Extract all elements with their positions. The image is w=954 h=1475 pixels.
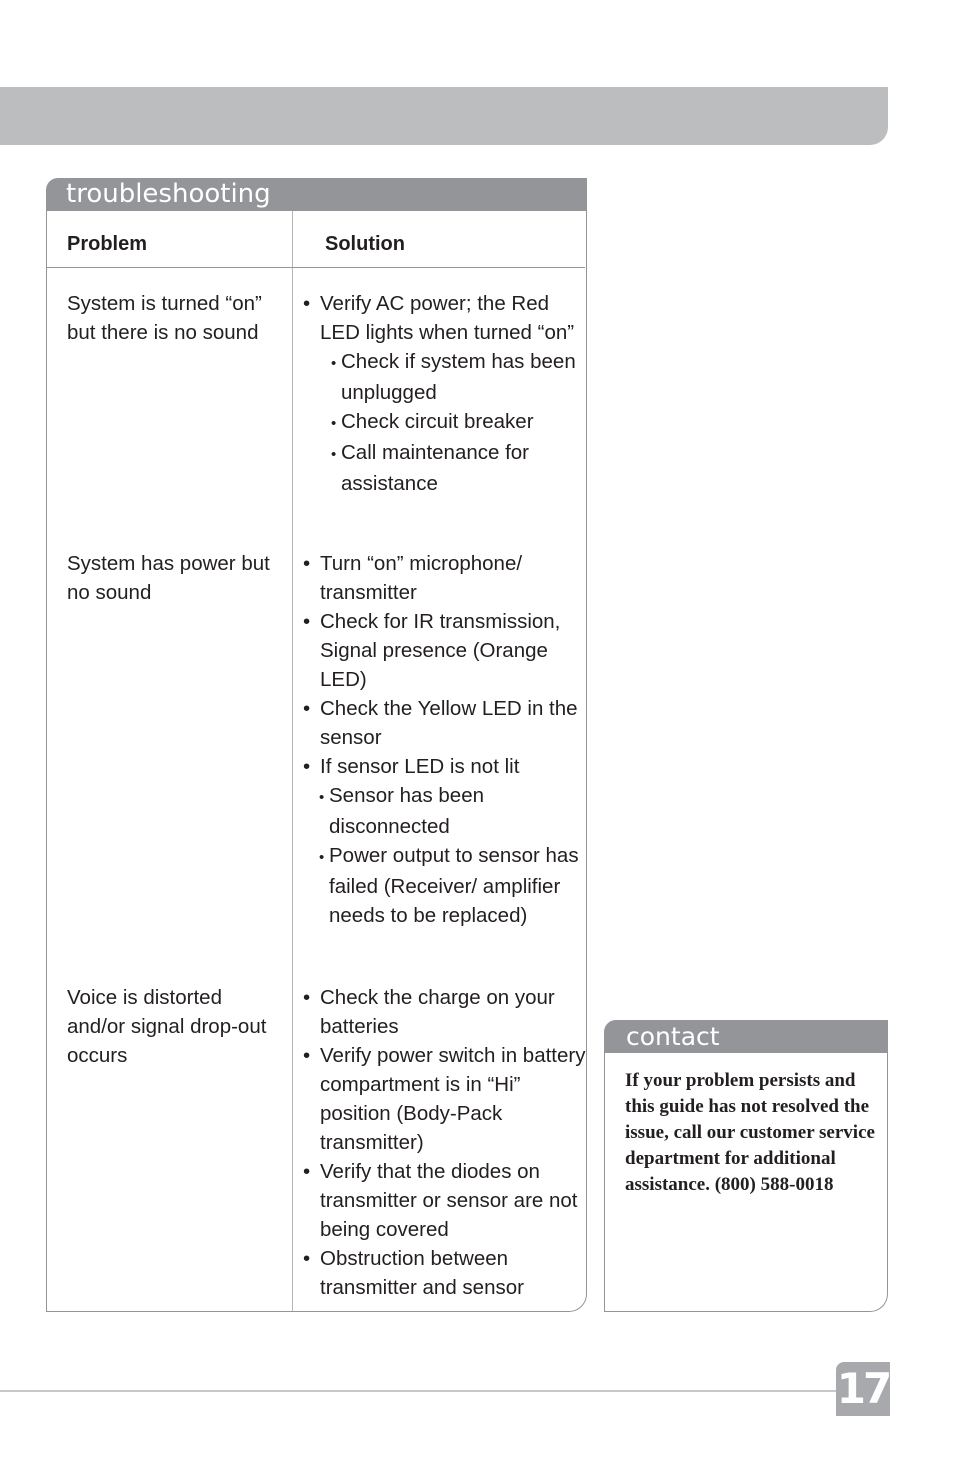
list-item: • Obstruction between transmitter and sensor (301, 1244, 591, 1302)
list-item: • Check if system has been unplugged (301, 347, 591, 407)
list-item: • Power output to sensor has failed (Receiver/ amplifier needs to be replaced) (301, 841, 591, 930)
solution-list-row-1 (301, 289, 591, 498)
contact-header (604, 1020, 888, 1053)
top-header-band (0, 87, 888, 145)
list-item: • Turn “on” microphone/ transmitter (301, 549, 591, 607)
list-item: • Check the charge on your batteries (301, 983, 591, 1041)
list-item: • Check the Yellow LED in the sensor (301, 694, 591, 752)
solution-list-row-2 (301, 549, 591, 930)
list-item: • Check for IR transmission, Signal presence (Orange LED) (301, 607, 591, 694)
problem-row-2: System has power but no sound (67, 552, 270, 604)
contact-title: contact (626, 1022, 720, 1051)
solution-list-row-3 (301, 983, 591, 1302)
footer-rule (0, 1390, 836, 1392)
problem-row-1: System is turned “on” but there is no sound (67, 292, 262, 344)
troubleshooting-title: troubleshooting (66, 179, 271, 209)
list-item: • If sensor LED is not lit (301, 752, 591, 781)
header-rule (47, 267, 585, 268)
list-item: • Check circuit breaker (301, 407, 591, 438)
list-item: • Sensor has been disconnected (301, 781, 591, 841)
list-item: • Verify AC power; the Red LED lights when turned “on” (301, 289, 591, 347)
column-divider (292, 211, 293, 1311)
problem-column-header: Problem (67, 233, 148, 255)
contact-text: If your problem persists and this guide has not resolved the issue, call our customer service department for additional assistance. (800) 588-0018 (625, 1070, 875, 1195)
problem-row-3: Voice is distorted and/or signal drop-out occurs (67, 986, 267, 1067)
troubleshooting-header (46, 178, 587, 211)
troubleshooting-table (46, 211, 587, 1312)
contact-box (604, 1053, 888, 1312)
list-item: • Verify that the diodes on transmitter or sensor are not being covered (301, 1157, 591, 1244)
solution-column-header: Solution (325, 233, 405, 255)
list-item: • Verify power switch in battery compartment is in “Hi” position (Body-Pack transmitter) (301, 1041, 591, 1157)
list-item: • Call maintenance for assistance (301, 438, 591, 498)
page-number: 17 (836, 1362, 890, 1416)
